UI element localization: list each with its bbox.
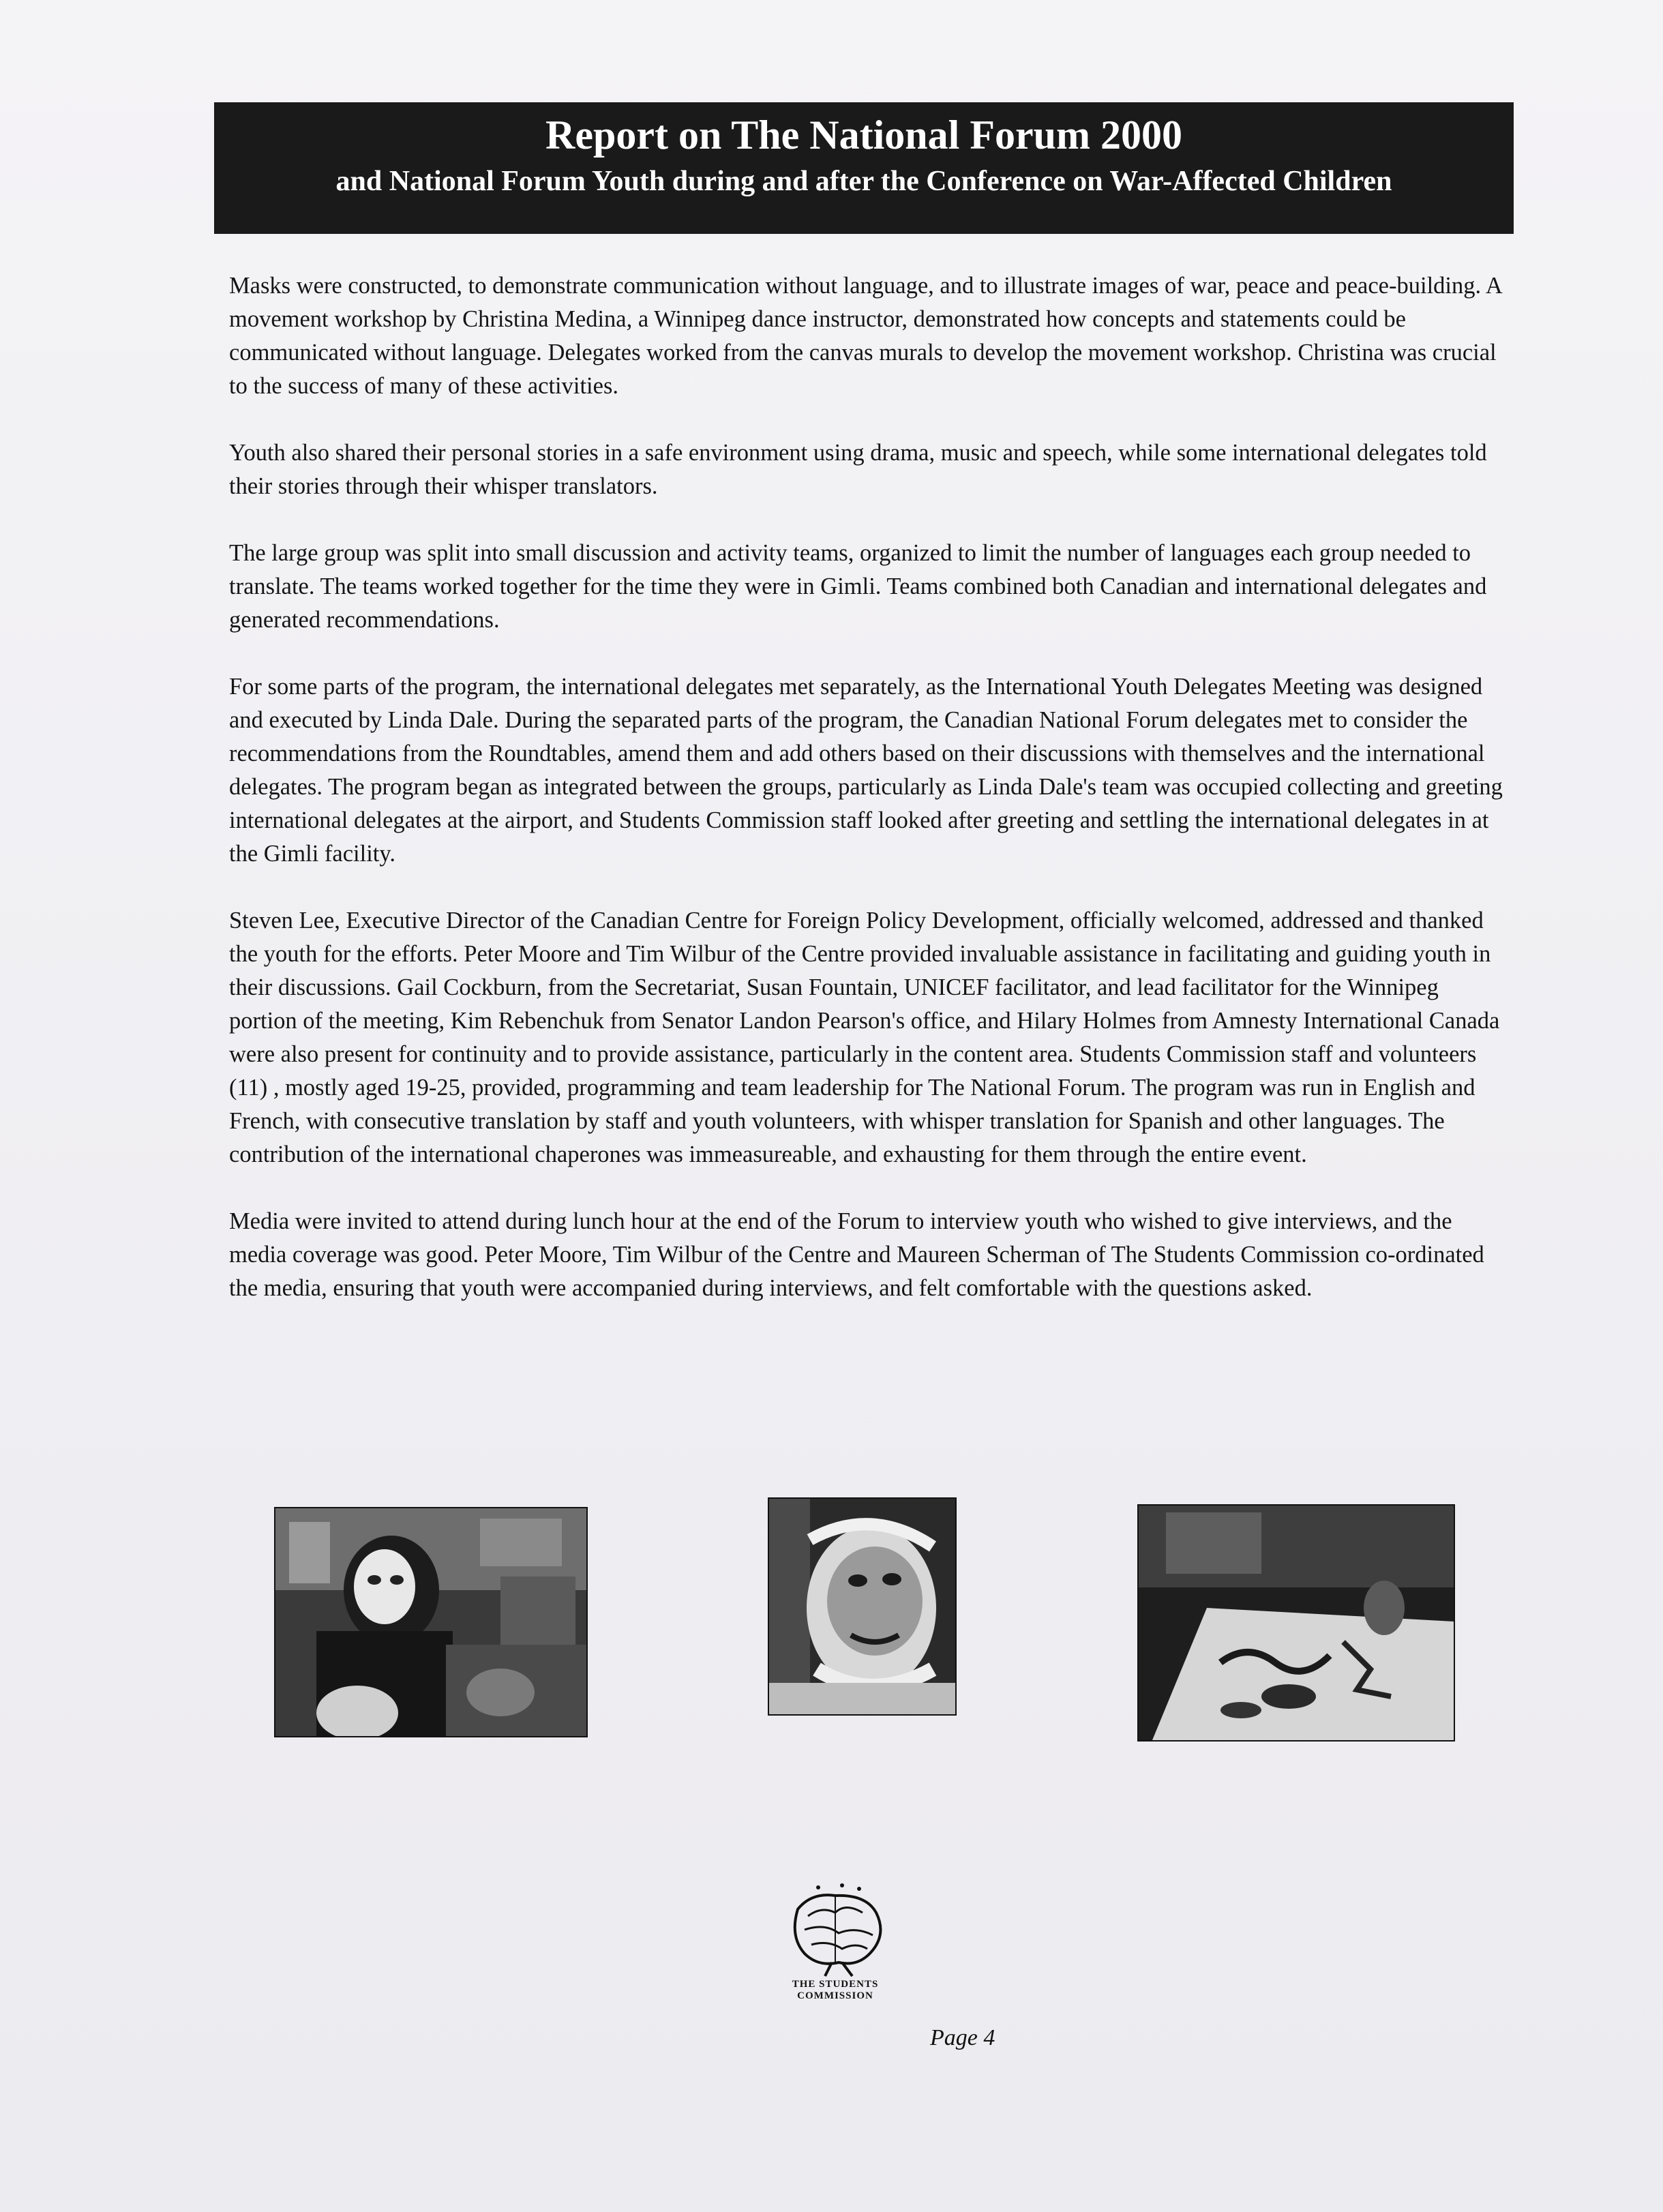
photo-masked-face (768, 1497, 957, 1716)
globe-hands-icon (777, 1882, 893, 1977)
logo-caption: THE STUDENTS COMMISSION (792, 1979, 879, 2001)
paragraph-discussion-teams: The large group was split into small discussion and activity teams, organized to limit the number of languages each group needed to translate. The teams worked together for the time they were in Gimli. Teams combined both Canadian and international delegates and generated recommendations. (229, 540, 1487, 633)
paragraph-personal-stories: Youth also shared their personal stories in a safe environment using drama, music and speech, while some international delegates told their stories through their whisper translators. (229, 440, 1487, 499)
photo-canvas-mural (1137, 1504, 1455, 1742)
report-title: Report on The National Forum 2000 (545, 113, 1182, 158)
report-subtitle: and National Forum Youth during and after the Conference on War-Affected Children (335, 166, 1392, 197)
paragraph-acknowledgements: Steven Lee, Executive Director of the Canadian Centre for Foreign Policy Development, officially welcomed, addressed and thanked the youth for the efforts. Peter Moore and Tim Wilbur of the Centre provided invaluable assistance in facilitating and guiding youth in their discussions. Gail Cockburn, from the Secretariat, Susan Fountain, UNICEF facilitator, and lead facilitator for the Winnipeg portion of the meeting, Kim Rebenchuk from Senator Landon Pearson's office, and Hilary Holmes from Amnesty International Canada were also present for continuity and to provide assistance, particularly in the content area. Students Commission staff and volunteers (11) , mostly aged 19-25, provided, programming and team leadership for The National Forum. The program was run in English and French, with consecutive translation by staff and youth volunteers, with whisper translation for Spanish and other languages. The contribution of the international chaperones was immeasureable, and exhausting for them through the entire event. (229, 908, 1500, 1167)
page-number: Page 4 (930, 2025, 995, 2050)
report-header (214, 102, 1514, 234)
paragraph-program-parts: For some parts of the program, the international delegates met separately, as the International Youth Delegates Meeting was designed and executed by Linda Dale. During the separated parts of the program, the Canadian National Forum delegates met to consider the recommendations from the Roundtables, amend them and add others based on their discussions with themselves and the international delegates. The program began as integrated between the groups, particularly as Linda Dale's team was occupied collecting and greeting international delegates at the airport, and Students Commission staff looked after greeting and settling the international delegates in at the Gimli facility. (229, 674, 1503, 867)
students-commission-logo (777, 1882, 893, 2025)
photo-masked-youth (274, 1507, 588, 1737)
paragraph-media: Media were invited to attend during lunch hour at the end of the Forum to interview youth who wished to give interviews, and the media coverage was good. Peter Moore, Tim Wilbur of the Centre and Maureen Scherman of The Students Commission co-ordinated the media, ensuring that youth were accompanied during interviews, and felt comfortable with the questions asked. (229, 1208, 1484, 1301)
paragraph-masks: Masks were constructed, to demonstrate communication without language, and to illustrate images of war, peace and peace-building. A movement workshop by Christina Medina, a Winnipeg dance instructor, demonstrated how concepts and statements could be communicated without language. Delegates worked from the canvas murals to develop the movement workshop. Christina was crucial to the success of many of these activities. (229, 273, 1501, 399)
report-body (229, 269, 1511, 1339)
